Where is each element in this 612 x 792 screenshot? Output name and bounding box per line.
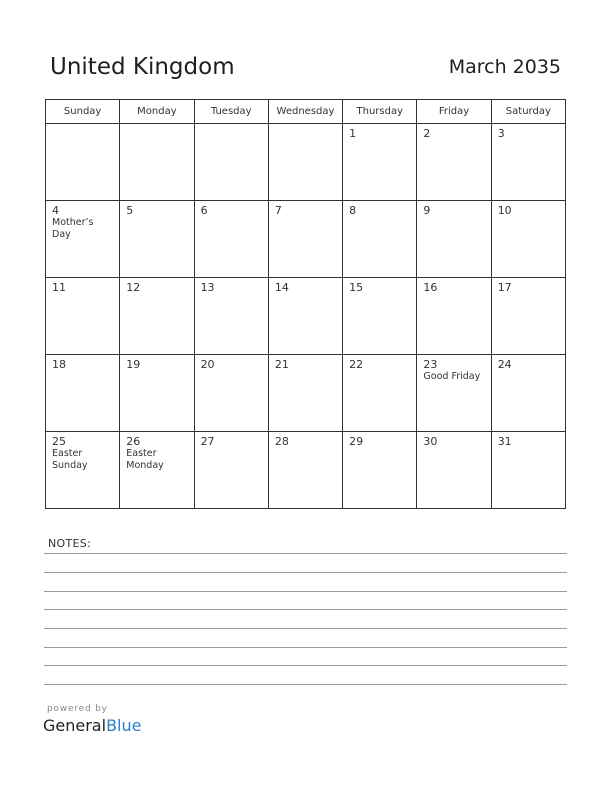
holiday-label: Easter Sunday <box>52 448 88 471</box>
day-number: 28 <box>274 435 289 448</box>
day-number: 23 <box>423 358 438 371</box>
calendar-day-cell <box>120 278 194 355</box>
calendar-day-cell <box>194 432 268 509</box>
calendar-day-cell <box>268 201 342 278</box>
calendar-day-cell <box>46 355 120 432</box>
note-line <box>44 591 567 592</box>
day-number: 20 <box>200 358 215 371</box>
logo-text-general: General <box>43 716 107 735</box>
calendar-day-cell <box>194 201 268 278</box>
day-number: 25 <box>52 435 66 448</box>
calendar-day-cell <box>417 355 491 432</box>
calendar-day-cell <box>268 432 342 509</box>
calendar-day-cell <box>120 124 194 201</box>
note-line <box>44 684 567 685</box>
calendar-day-cell <box>491 278 565 355</box>
day-number: 12 <box>126 281 141 294</box>
day-number <box>269 124 342 127</box>
calendar-day-cell <box>417 432 491 509</box>
day-number: 9 <box>423 204 431 217</box>
day-number: 30 <box>423 435 438 448</box>
day-number <box>195 124 268 127</box>
day-number: 4 <box>52 204 59 217</box>
calendar-day-cell <box>194 355 268 432</box>
calendar-day-cell <box>343 201 417 278</box>
day-number: 24 <box>497 358 512 371</box>
day-number: 15 <box>349 281 364 294</box>
calendar-day-cell <box>343 432 417 509</box>
note-line <box>44 572 567 573</box>
weekday-header-thursday: Thursday <box>343 100 417 124</box>
holiday-label: Good Friday <box>423 371 481 382</box>
month-label: March 2035 <box>448 56 561 78</box>
note-line <box>44 628 567 629</box>
holiday-label: Easter Monday <box>126 448 164 471</box>
calendar-day-cell <box>46 278 120 355</box>
weekday-header-friday: Friday <box>417 100 491 124</box>
day-number: 21 <box>274 358 289 371</box>
calendar-day-cell <box>120 201 194 278</box>
calendar-week-row <box>46 124 566 201</box>
note-line <box>44 665 567 666</box>
day-number: 31 <box>497 435 512 448</box>
powered-by-text: powered by <box>47 704 108 714</box>
day-number: 19 <box>126 358 141 371</box>
logo-text-blue: Blue <box>106 716 142 735</box>
calendar-week-row <box>46 432 566 509</box>
calendar-day-cell <box>194 124 268 201</box>
day-number: 13 <box>200 281 215 294</box>
weekday-header-tuesday: Tuesday <box>194 100 268 124</box>
calendar-day-cell <box>46 201 120 278</box>
day-number: 3 <box>497 127 505 140</box>
holiday-label: Mother’s Day <box>52 217 94 240</box>
day-number: 2 <box>423 127 431 140</box>
calendar-day-cell <box>194 278 268 355</box>
day-number: 7 <box>274 204 282 217</box>
notes-label: NOTES: <box>48 537 92 550</box>
day-number: 10 <box>497 204 512 217</box>
day-number: 1 <box>349 127 357 140</box>
day-number: 26 <box>126 435 141 448</box>
day-number: 5 <box>126 204 134 217</box>
calendar-body <box>46 124 566 509</box>
weekday-header-row <box>46 100 566 124</box>
calendar-title: United Kingdom <box>50 54 235 80</box>
day-number <box>46 124 119 127</box>
day-number: 16 <box>423 281 438 294</box>
day-number <box>120 124 193 127</box>
calendar-day-cell <box>120 432 194 509</box>
calendar-day-cell <box>343 355 417 432</box>
calendar-day-cell <box>343 278 417 355</box>
day-number: 27 <box>200 435 215 448</box>
weekday-header-monday: Monday <box>120 100 194 124</box>
calendar-day-cell <box>268 278 342 355</box>
day-number: 6 <box>200 204 208 217</box>
weekday-header-saturday: Saturday <box>491 100 565 124</box>
day-number: 22 <box>349 358 364 371</box>
calendar-day-cell <box>417 201 491 278</box>
calendar-day-cell <box>491 201 565 278</box>
generalblue-logo[interactable] <box>43 716 141 735</box>
calendar-day-cell <box>268 355 342 432</box>
calendar-day-cell <box>268 124 342 201</box>
calendar-day-cell <box>46 124 120 201</box>
day-number: 29 <box>349 435 364 448</box>
calendar-day-cell <box>491 124 565 201</box>
calendar-week-row <box>46 201 566 278</box>
weekday-header-wednesday: Wednesday <box>268 100 342 124</box>
note-line <box>44 553 567 554</box>
day-number: 11 <box>52 281 66 294</box>
month-calendar-grid <box>45 99 566 509</box>
day-number: 14 <box>274 281 289 294</box>
calendar-week-row <box>46 355 566 432</box>
calendar-week-row <box>46 278 566 355</box>
calendar-day-cell <box>120 355 194 432</box>
note-line <box>44 647 567 648</box>
calendar-day-cell <box>417 124 491 201</box>
calendar-day-cell <box>491 355 565 432</box>
calendar-day-cell <box>343 124 417 201</box>
day-number: 17 <box>497 281 512 294</box>
weekday-header-sunday: Sunday <box>46 100 120 124</box>
calendar-day-cell <box>491 432 565 509</box>
note-line <box>44 609 567 610</box>
calendar-day-cell <box>46 432 120 509</box>
calendar-day-cell <box>417 278 491 355</box>
day-number: 8 <box>349 204 357 217</box>
day-number: 18 <box>52 358 66 371</box>
